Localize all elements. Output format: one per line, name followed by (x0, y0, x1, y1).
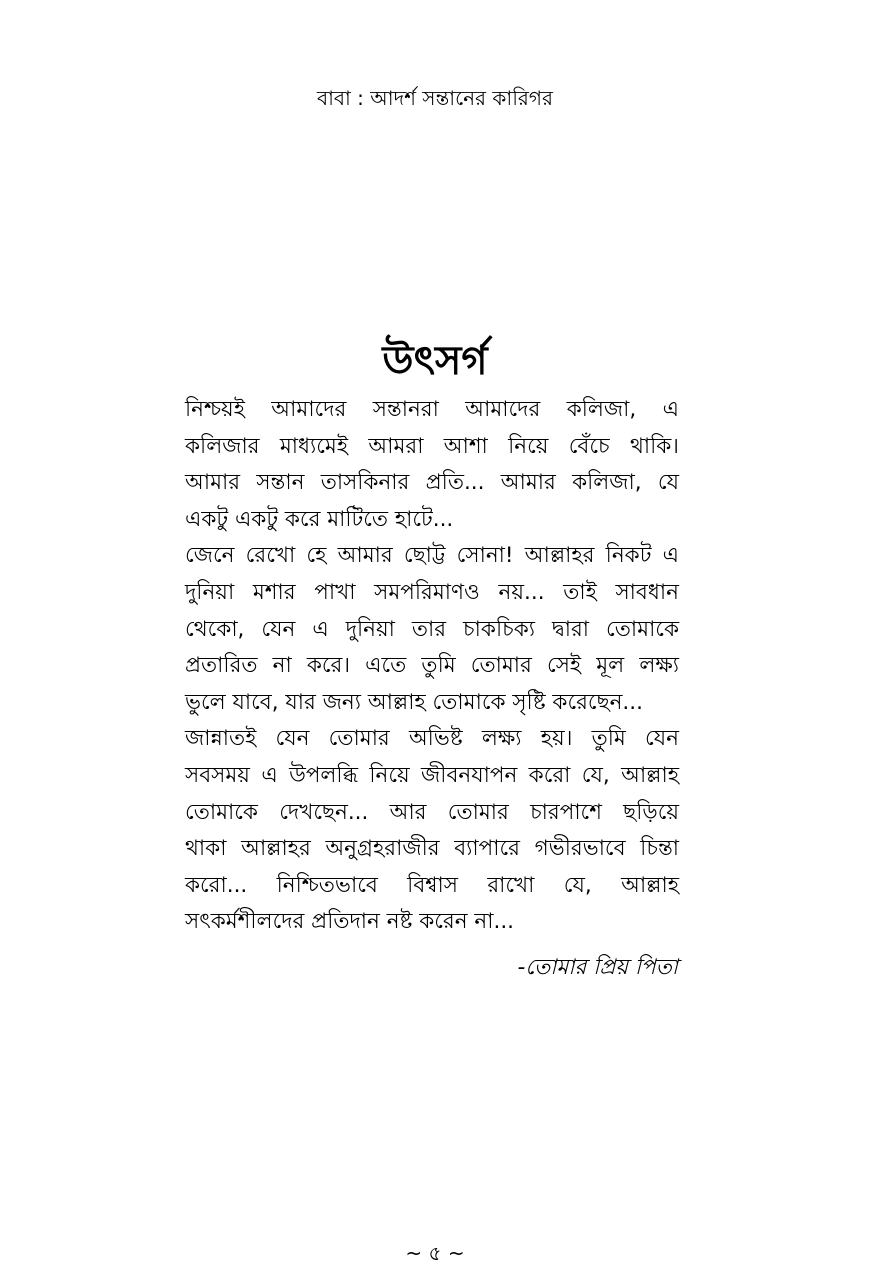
body-line: করো... নিশ্চিতভাবে বিশ্বাস রাখো যে, আল্লাহ (185, 872, 679, 898)
body-line: থেকো, যেন এ দুনিয়া তার চাকচিক্য দ্বারা তোমাকে (185, 616, 679, 642)
body-line: সবসময় এ উপলব্ধি নিয়ে জীবনযাপন করো যে, আল্লাহ (185, 762, 679, 788)
body-line: থাকা আল্লাহর অনুগ্রহরাজীর ব্যাপারে গভীরভাবে চিন্তা (185, 836, 679, 862)
body-line: নিশ্চয়ই আমাদের সন্তানরা আমাদের কলিজা, এ (185, 397, 679, 422)
running-header: বাবা : আদর্শ সন্তানের কারিগর (316, 86, 554, 110)
body-line: সৎকর্মশীলদের প্রতিদান নষ্ট করেন না... (185, 909, 514, 935)
body-line: কলিজার মাধ্যমেই আমরা আশা নিয়ে বেঁচে থাকি। (185, 433, 679, 459)
body-line: ভুলে যাবে, যার জন্য আল্লাহ তোমাকে সৃষ্টি করেছেন... (185, 689, 643, 715)
body-line: আমার সন্তান তাসকিনার প্রতি... আমার কলিজা, যে (185, 470, 679, 496)
body-line: জান্নাতই যেন তোমার অভিষ্ট লক্ষ্য হয়। তুমি যেন (185, 726, 679, 752)
body-line: একটু একটু করে মাটিতে হাটে... (185, 506, 454, 532)
body-line: দুনিয়া মশার পাখা সমপরিমাণও নয়... তাই সাবধান (185, 579, 679, 605)
dedication-title: উৎসর্গ (382, 338, 488, 384)
body-line: প্রতারিত না করে। এতে তুমি তোমার সেই মূল লক্ষ্য (185, 653, 679, 679)
body-line: তোমাকে দেখছেন... আর তোমার চারপাশে ছড়িয়ে (185, 799, 679, 825)
body-line: জেনে রেখো হে আমার ছোট্ট সোনা! আল্লাহর নিকট এ (185, 543, 679, 569)
signature: -তোমার প্রিয় পিতা (517, 955, 678, 980)
dedication-body (185, 392, 679, 941)
page-number: ~ ৫ ~ (405, 1241, 465, 1265)
